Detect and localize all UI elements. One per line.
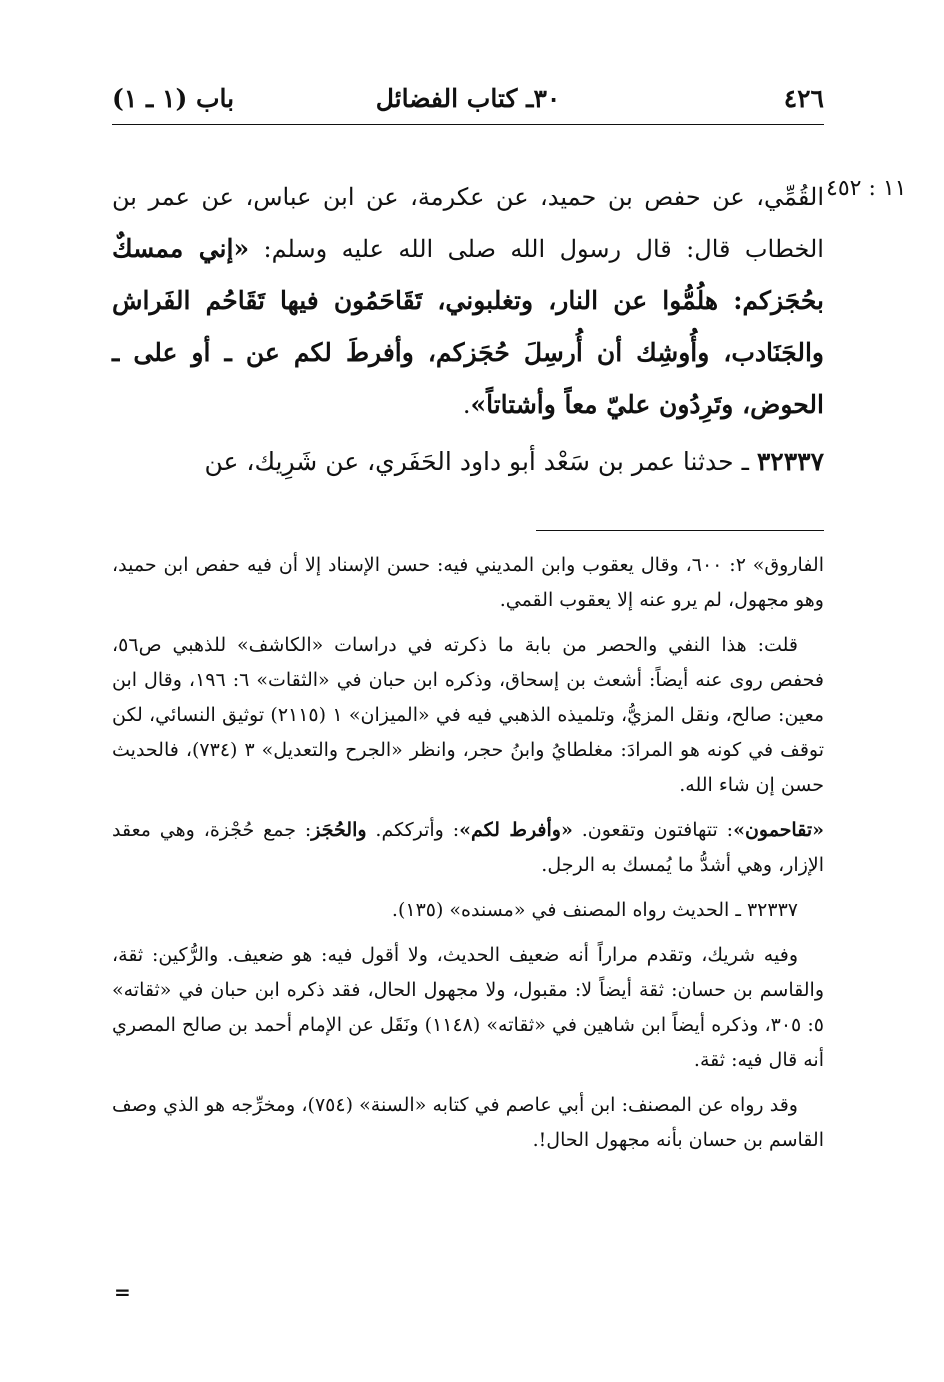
main-paragraph-end: . (462, 391, 471, 419)
running-header (112, 78, 824, 118)
footnote-rule (536, 530, 824, 531)
footnote-continuation: الفاروق» ٢: ٦٠٠، وقال يعقوب وابن المديني فيه: حسن الإسناد إلا أن فيه حفص ابن حميد، وهو مجهول، لم يرو عنه إلا يعقوب القمي. (112, 554, 824, 611)
main-paragraph (112, 172, 824, 431)
continuation-mark: = (114, 1280, 131, 1304)
footnote-glossary (112, 813, 824, 883)
gloss-text-1: : تتهافتون وتقعون. (572, 819, 734, 841)
gloss-text-3: : جمع حُجْزة، وهي معقد الإزار، وهي أشدُّ ما يُمسك به الرجل. (112, 819, 824, 876)
hadith-chain: ـ حدثنا عمر بن سَعْد أبو داود الحَفَري، عن شَرِيك، عن (204, 447, 757, 476)
chapter-title: ٣٠ـ كتاب الفضائل (375, 84, 561, 113)
prophetic-quote: «إني ممسكٌ بحُجَزكم: هلُمُّوا عن النار، وتغلبوني، تَقَاحَمُون فيها تَقَاحُم الفَراش والجَنَادب، وأُوشِك أن أُرسِلَ حُجَزكم، وأفرطَ لكم عن ـ أو على ـ الحوض، وتَرِدُون عليّ معاً وأشتاتاً» (112, 234, 824, 419)
margin-reference: ١١ : ٤٥٢ (826, 176, 907, 201)
gloss-term-2: «وأفرط لكم» (459, 819, 573, 841)
footnote-note: قلت: هذا النفي والحصر من بابة ما ذكرته في دراسات «الكاشف» للذهبي ص٥٦، فحفص روى عنه أيضاً: أشعث بن إسحاق، وذكره ابن حبان في «الثقات» ٦: ١٩٦، وقال ابن معين: صالح، ونقل المزيُّ، وتلميذه الذهبي فيه في «الميزان» ١ (٢١١٥) توثيق النسائي، لكن توقف في كونه هو المرادَ: مغلطايُ وابنُ حجر، وانظر «الجرح والتعديل» ٣ (٧٣٤)، فالحديث حسن إن شاء الله. (112, 634, 825, 796)
header-rule (112, 124, 824, 125)
footnote-other-source: وقد رواه عن المصنف: ابن أبي عاصم في كتابه «السنة» (٧٥٤)، ومخرِّجه هو الذي وصف القاسم بن حسان بأنه مجهول الحال!. (112, 1094, 824, 1151)
footnote-hadith-source: ٣٢٣٣٧ ـ الحديث رواه المصنف في «مسنده» (١٣٥). (391, 899, 798, 921)
main-paragraph-text: القُمِّي، عن حفص بن حميد، عن عكرمة، عن ابن عباس، عن عمر بن الخطاب قال: قال رسول الله صلى الله عليه وسلم: (112, 183, 824, 263)
gloss-term-3: والحُجَز (311, 819, 367, 841)
gloss-text-2: : وأترككم. (366, 819, 460, 841)
gloss-term-1: «تقاحمون» (733, 819, 824, 841)
hadith-number: ٣٢٣٣٧ (756, 447, 824, 476)
footnote-narrators: وفيه شريك، وتقدم مراراً أنه ضعيف الحديث، ولا أقول فيه: هو ضعيف. والرُّكين: ثقة، والقاسم بن حسان: ثقة أيضاً لا: مقبول، ولا مجهول الحال، فقد ذكره ابن حبان في «ثقاته» ٥: ٣٠٥، وذكره أيضاً ابن شاهين في «ثقاته» (١١٤٨) ونَقَل عن الإمام أحمد بن صالح المصري أنه قال فيه: ثقة. (112, 944, 824, 1071)
footnotes (112, 548, 824, 1168)
section-label: باب (١ ـ ١) (112, 84, 235, 113)
page-number: ٤٢٦ (783, 84, 824, 113)
hadith-entry (112, 442, 824, 482)
